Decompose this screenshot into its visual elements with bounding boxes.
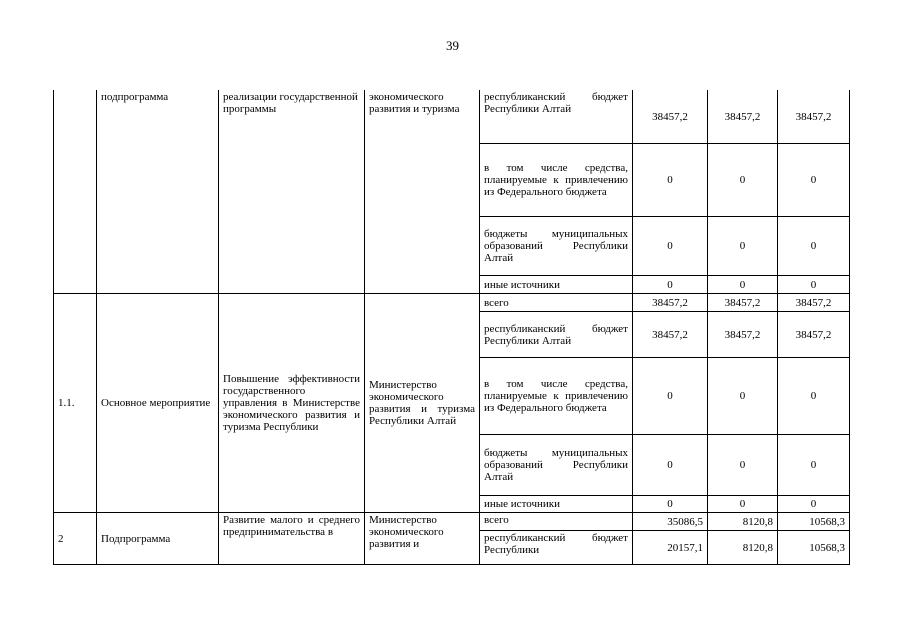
value-cell: 0 — [778, 275, 850, 293]
budget-table — [53, 90, 850, 565]
row-type-cell: Подпрограмма — [97, 512, 219, 564]
row-number-cell — [54, 90, 97, 293]
value-cell: 38457,2 — [708, 293, 778, 311]
value-cell: 38457,2 — [708, 90, 778, 143]
row-number-cell: 2 — [54, 512, 97, 564]
value-cell: 0 — [633, 357, 708, 434]
funding-source-cell: иные источники — [480, 495, 633, 512]
value-cell: 10568,3 — [778, 512, 850, 530]
value-cell: 0 — [633, 216, 708, 275]
value-cell: 0 — [708, 275, 778, 293]
value-cell: 38457,2 — [633, 293, 708, 311]
funding-source-cell: бюджеты муниципальных образований Республики Алтай — [480, 216, 633, 275]
value-cell: 38457,2 — [778, 311, 850, 357]
row-number-cell: 1.1. — [54, 293, 97, 512]
row-name-cell: Развитие малого и среднего предпринимательства в — [219, 512, 365, 564]
value-cell: 0 — [778, 143, 850, 216]
value-cell: 35086,5 — [633, 512, 708, 530]
funding-source-cell: бюджеты муниципальных образований Республики Алтай — [480, 434, 633, 495]
value-cell: 38457,2 — [708, 311, 778, 357]
funding-source-cell: в том числе средства, планируемые к привлечению из Федерального бюджета — [480, 143, 633, 216]
funding-source-cell: всего — [480, 512, 633, 530]
funding-source-cell: республиканский бюджет Республики — [480, 530, 633, 564]
value-cell: 10568,3 — [778, 530, 850, 564]
funding-source-cell: иные источники — [480, 275, 633, 293]
value-cell: 0 — [633, 275, 708, 293]
funding-source-cell: всего — [480, 293, 633, 311]
value-cell: 0 — [708, 434, 778, 495]
value-cell: 8120,8 — [708, 512, 778, 530]
row-executor-cell: Министерство экономического развития и туризма Республики Алтай — [365, 293, 480, 512]
value-cell: 38457,2 — [633, 311, 708, 357]
funding-source-cell: в том числе средства, планируемые к привлечению из Федерального бюджета — [480, 357, 633, 434]
value-cell: 0 — [778, 357, 850, 434]
value-cell: 0 — [633, 434, 708, 495]
value-cell: 0 — [708, 357, 778, 434]
value-cell: 0 — [633, 495, 708, 512]
row-type-cell: Основное мероприятие — [97, 293, 219, 512]
value-cell: 0 — [633, 143, 708, 216]
value-cell: 20157,1 — [633, 530, 708, 564]
value-cell: 0 — [708, 143, 778, 216]
value-cell: 38457,2 — [778, 90, 850, 143]
value-cell: 0 — [708, 216, 778, 275]
funding-source-cell: республиканский бюджет Республики Алтай — [480, 90, 633, 143]
row-type-cell: подпрограмма — [97, 90, 219, 293]
value-cell: 8120,8 — [708, 530, 778, 564]
row-executor-cell: экономического развития и туризма — [365, 90, 480, 293]
value-cell: 0 — [778, 495, 850, 512]
row-name-cell: реализации государственной программы — [219, 90, 365, 293]
row-executor-cell: Министерство экономического развития и — [365, 512, 480, 564]
value-cell: 0 — [778, 434, 850, 495]
page-number: 39 — [446, 38, 459, 53]
value-cell: 38457,2 — [633, 90, 708, 143]
funding-source-cell: республиканский бюджет Республики Алтай — [480, 311, 633, 357]
value-cell: 0 — [778, 216, 850, 275]
value-cell: 0 — [708, 495, 778, 512]
row-name-cell: Повышение эффективности государственного управления в Министерстве экономического развития и туризма Республики — [219, 293, 365, 512]
value-cell: 38457,2 — [778, 293, 850, 311]
